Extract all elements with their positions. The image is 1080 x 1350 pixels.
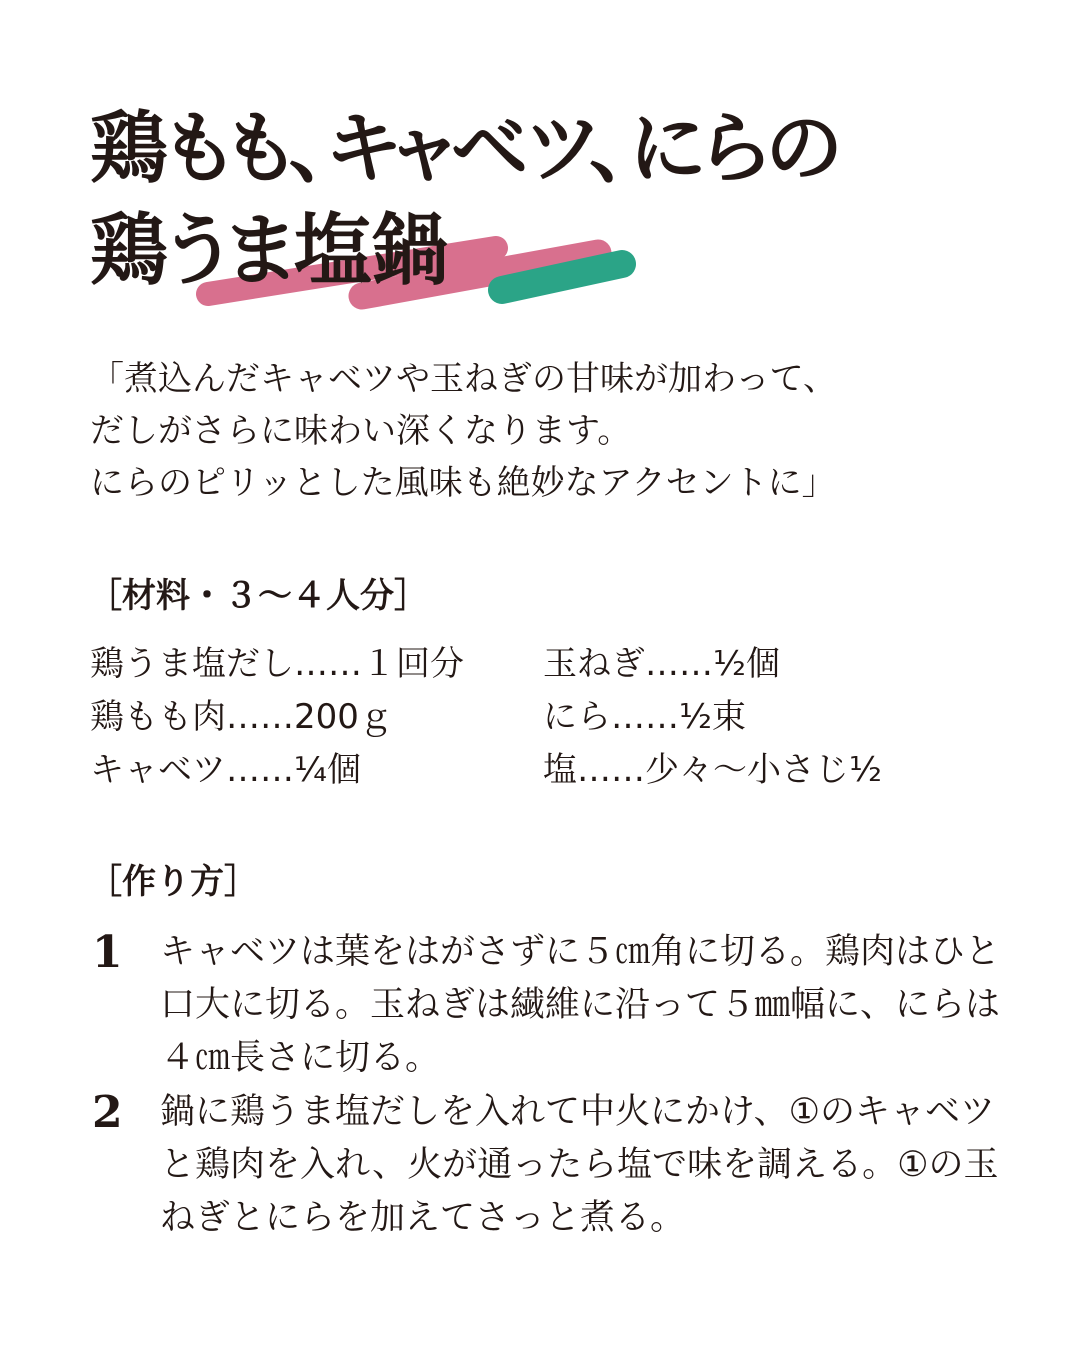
ingredient-item: キャベツ……¼個 bbox=[90, 750, 361, 790]
ingredient-item: にら……½束 bbox=[543, 697, 746, 737]
ingredient-item: 鶏もも肉……200ｇ bbox=[90, 697, 393, 737]
step-line: ねぎとにらを加えてさっと煮る。 bbox=[160, 1198, 686, 1238]
method-heading: ［作り方］ bbox=[88, 862, 258, 902]
intro-quote bbox=[90, 353, 837, 509]
step-number: 2 bbox=[92, 1087, 123, 1138]
ingredient-item: 玉ねぎ……½個 bbox=[543, 644, 780, 684]
step-text bbox=[160, 926, 1000, 1085]
step-line: と鶏肉を入れ、火が通ったら塩で味を調える。①の玉 bbox=[160, 1145, 999, 1185]
step-line: 鍋に鶏うま塩だしを入れて中火にかけ、①のキャベツ bbox=[160, 1092, 995, 1132]
step-number: 1 bbox=[92, 927, 123, 978]
intro-line: にらのピリッとした風味も絶妙なアクセントに」 bbox=[90, 463, 836, 503]
ingredients-list-left bbox=[90, 638, 464, 797]
title-line-1: 鶏もも、キャベツ、にらの bbox=[90, 103, 842, 194]
intro-line: 「煮込んだキャベツや玉ねぎの甘味が加わって、 bbox=[90, 359, 837, 399]
ingredients-heading: ［材料・３～４人分］ bbox=[88, 576, 428, 616]
step-line: ４㎝長さに切る。 bbox=[160, 1038, 441, 1078]
ingredient-item: 鶏うま塩だし……１回分 bbox=[90, 644, 464, 684]
recipe-title bbox=[90, 98, 841, 302]
ingredients-list-right bbox=[543, 638, 882, 797]
step-line: キャベツは葉をはがさずに５㎝角に切る。鶏肉はひと bbox=[160, 932, 1001, 972]
step-line: 口大に切る。玉ねぎは繊維に沿って５㎜幅に、にらは bbox=[160, 985, 1001, 1025]
step-text bbox=[160, 1086, 998, 1245]
ingredient-item: 塩……少々～小さじ½ bbox=[543, 750, 882, 790]
intro-line: だしがさらに味わい深くなります。 bbox=[90, 411, 632, 451]
title-line-2: 鶏うま塩鍋 bbox=[90, 205, 448, 296]
